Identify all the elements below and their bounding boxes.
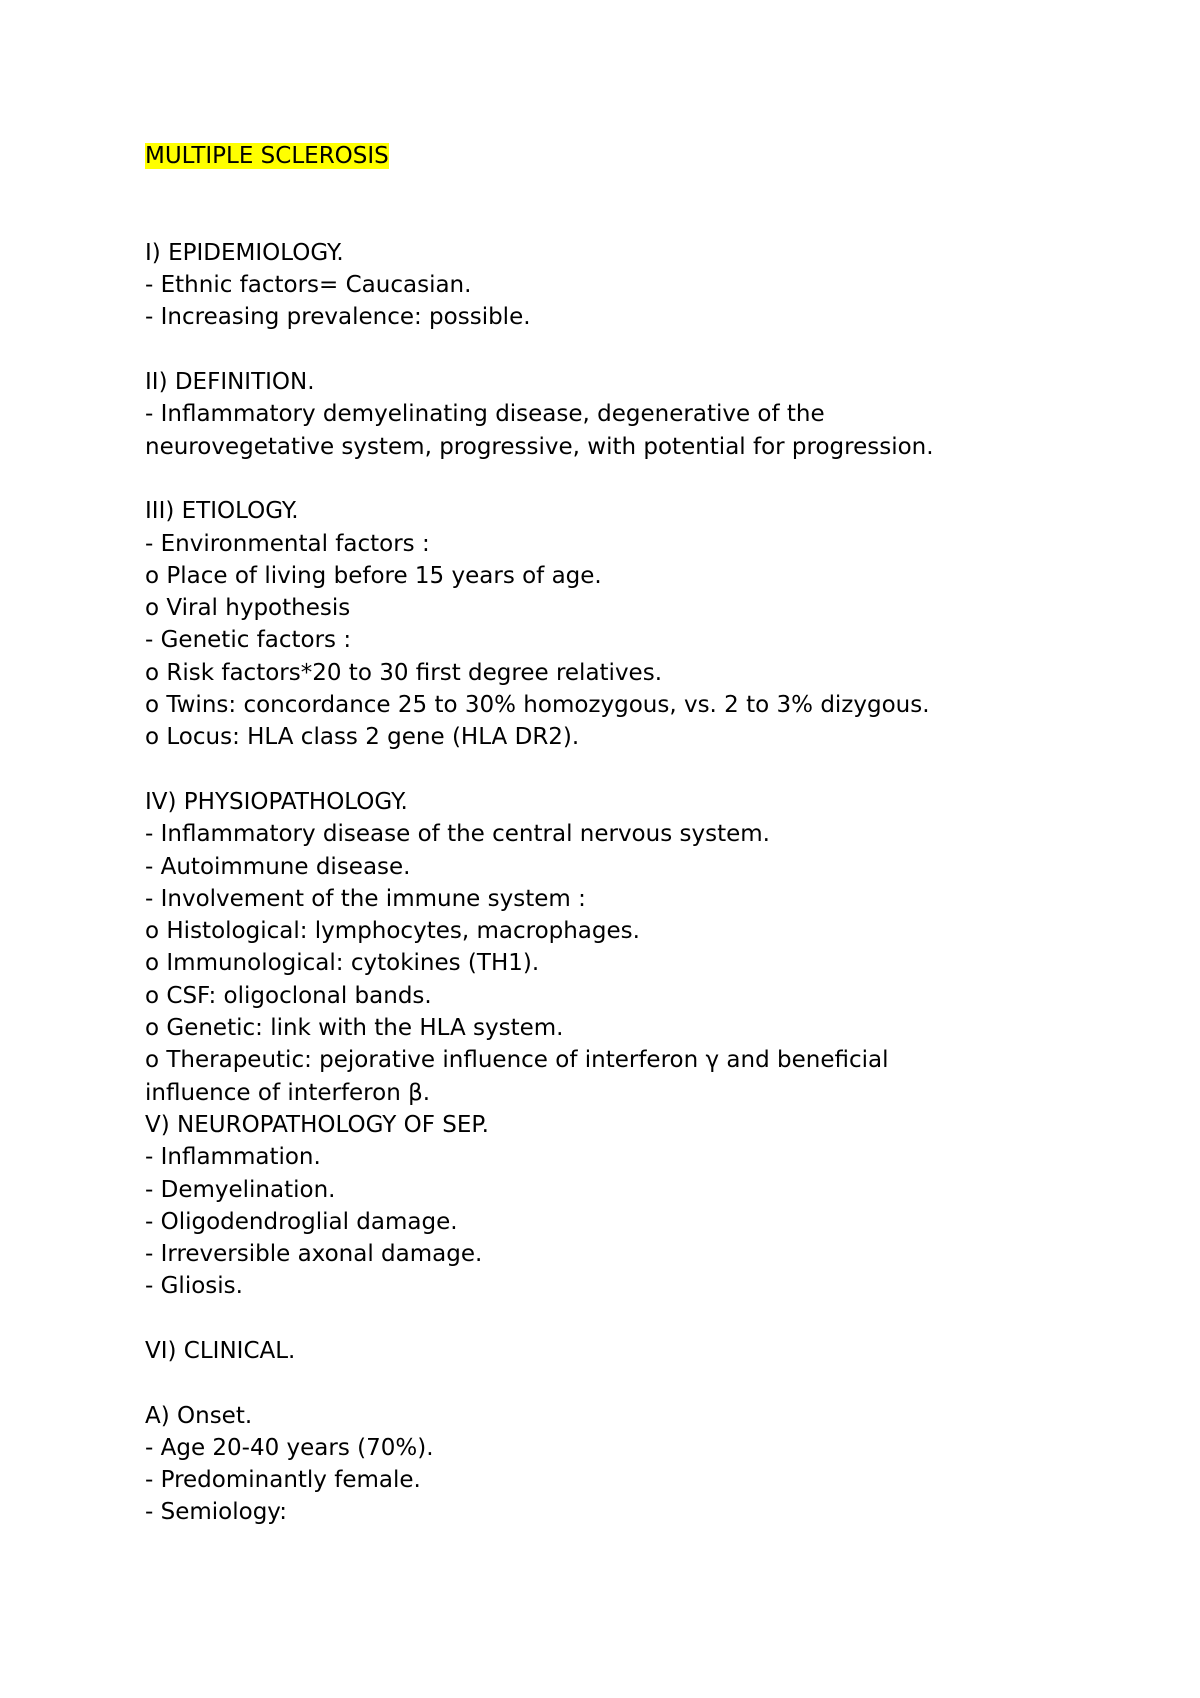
- list-item: - Gliosis.: [145, 1273, 243, 1300]
- list-item: - Predominantly female.: [145, 1467, 421, 1494]
- blank-line: [145, 1367, 1125, 1399]
- list-item: - Environmental factors :: [145, 530, 430, 557]
- list-item: - Involvement of the immune system :: [145, 885, 586, 912]
- sub-list-item: o Therapeutic: pejorative influence of interferon γ and beneficial: [145, 1047, 889, 1074]
- section-neuropathology: [145, 1109, 1125, 1303]
- document-title-line: [145, 140, 1125, 172]
- sub-list-item: o Genetic: link with the HLA system.: [145, 1015, 564, 1042]
- section-heading: V) NEUROPATHOLOGY OF SEP.: [145, 1111, 489, 1138]
- blank-line: [145, 463, 1125, 495]
- list-item: - Inflammation.: [145, 1144, 321, 1171]
- section-etiology: [145, 495, 1125, 753]
- document-body: [145, 140, 1125, 1529]
- blank-line: [145, 172, 1125, 204]
- section-heading: VI) CLINICAL.: [145, 1337, 296, 1364]
- list-item: - Inflammatory demyelinating disease, degenerative of the: [145, 401, 825, 428]
- document-title: MULTIPLE SCLEROSIS: [145, 143, 389, 169]
- list-item-continuation: neurovegetative system, progressive, with potential for progression.: [145, 433, 934, 460]
- sub-list-item: o Twins: concordance 25 to 30% homozygous, vs. 2 to 3% dizygous.: [145, 692, 930, 719]
- section-heading: III) ETIOLOGY.: [145, 498, 299, 525]
- sub-list-item: o Histological: lymphocytes, macrophages.: [145, 918, 640, 945]
- blank-line: [145, 754, 1125, 786]
- section-definition: [145, 366, 1125, 463]
- list-item: - Semiology:: [145, 1499, 287, 1526]
- section-epidemiology: [145, 237, 1125, 334]
- sub-list-item: o Risk factors*20 to 30 first degree relatives.: [145, 659, 663, 686]
- subsection-heading: A) Onset.: [145, 1402, 253, 1429]
- section-heading: IV) PHYSIOPATHOLOGY.: [145, 788, 408, 815]
- list-item: - Ethnic factors= Caucasian.: [145, 272, 472, 299]
- list-item: - Autoimmune disease.: [145, 853, 411, 880]
- section-clinical: [145, 1335, 1125, 1529]
- list-item: - Inflammatory disease of the central nervous system.: [145, 821, 770, 848]
- list-item: - Age 20-40 years (70%).: [145, 1434, 434, 1461]
- section-heading: I) EPIDEMIOLOGY.: [145, 239, 344, 266]
- blank-line: [145, 205, 1125, 237]
- list-item: - Increasing prevalence: possible.: [145, 304, 531, 331]
- section-heading: II) DEFINITION.: [145, 369, 315, 396]
- blank-line: [145, 1303, 1125, 1335]
- list-item: - Genetic factors :: [145, 627, 352, 654]
- sub-list-item: o Locus: HLA class 2 gene (HLA DR2).: [145, 724, 580, 751]
- list-item: - Irreversible axonal damage.: [145, 1241, 483, 1268]
- list-item: - Oligodendroglial damage.: [145, 1208, 458, 1235]
- list-item: - Demyelination.: [145, 1176, 336, 1203]
- blank-line: [145, 334, 1125, 366]
- sub-list-item: o Place of living before 15 years of age.: [145, 562, 602, 589]
- sub-list-item: o Immunological: cytokines (TH1).: [145, 950, 540, 977]
- section-physiopathology: [145, 786, 1125, 1109]
- sub-list-item: o Viral hypothesis: [145, 595, 351, 622]
- list-item-continuation: influence of interferon β.: [145, 1079, 431, 1106]
- sub-list-item: o CSF: oligoclonal bands.: [145, 982, 432, 1009]
